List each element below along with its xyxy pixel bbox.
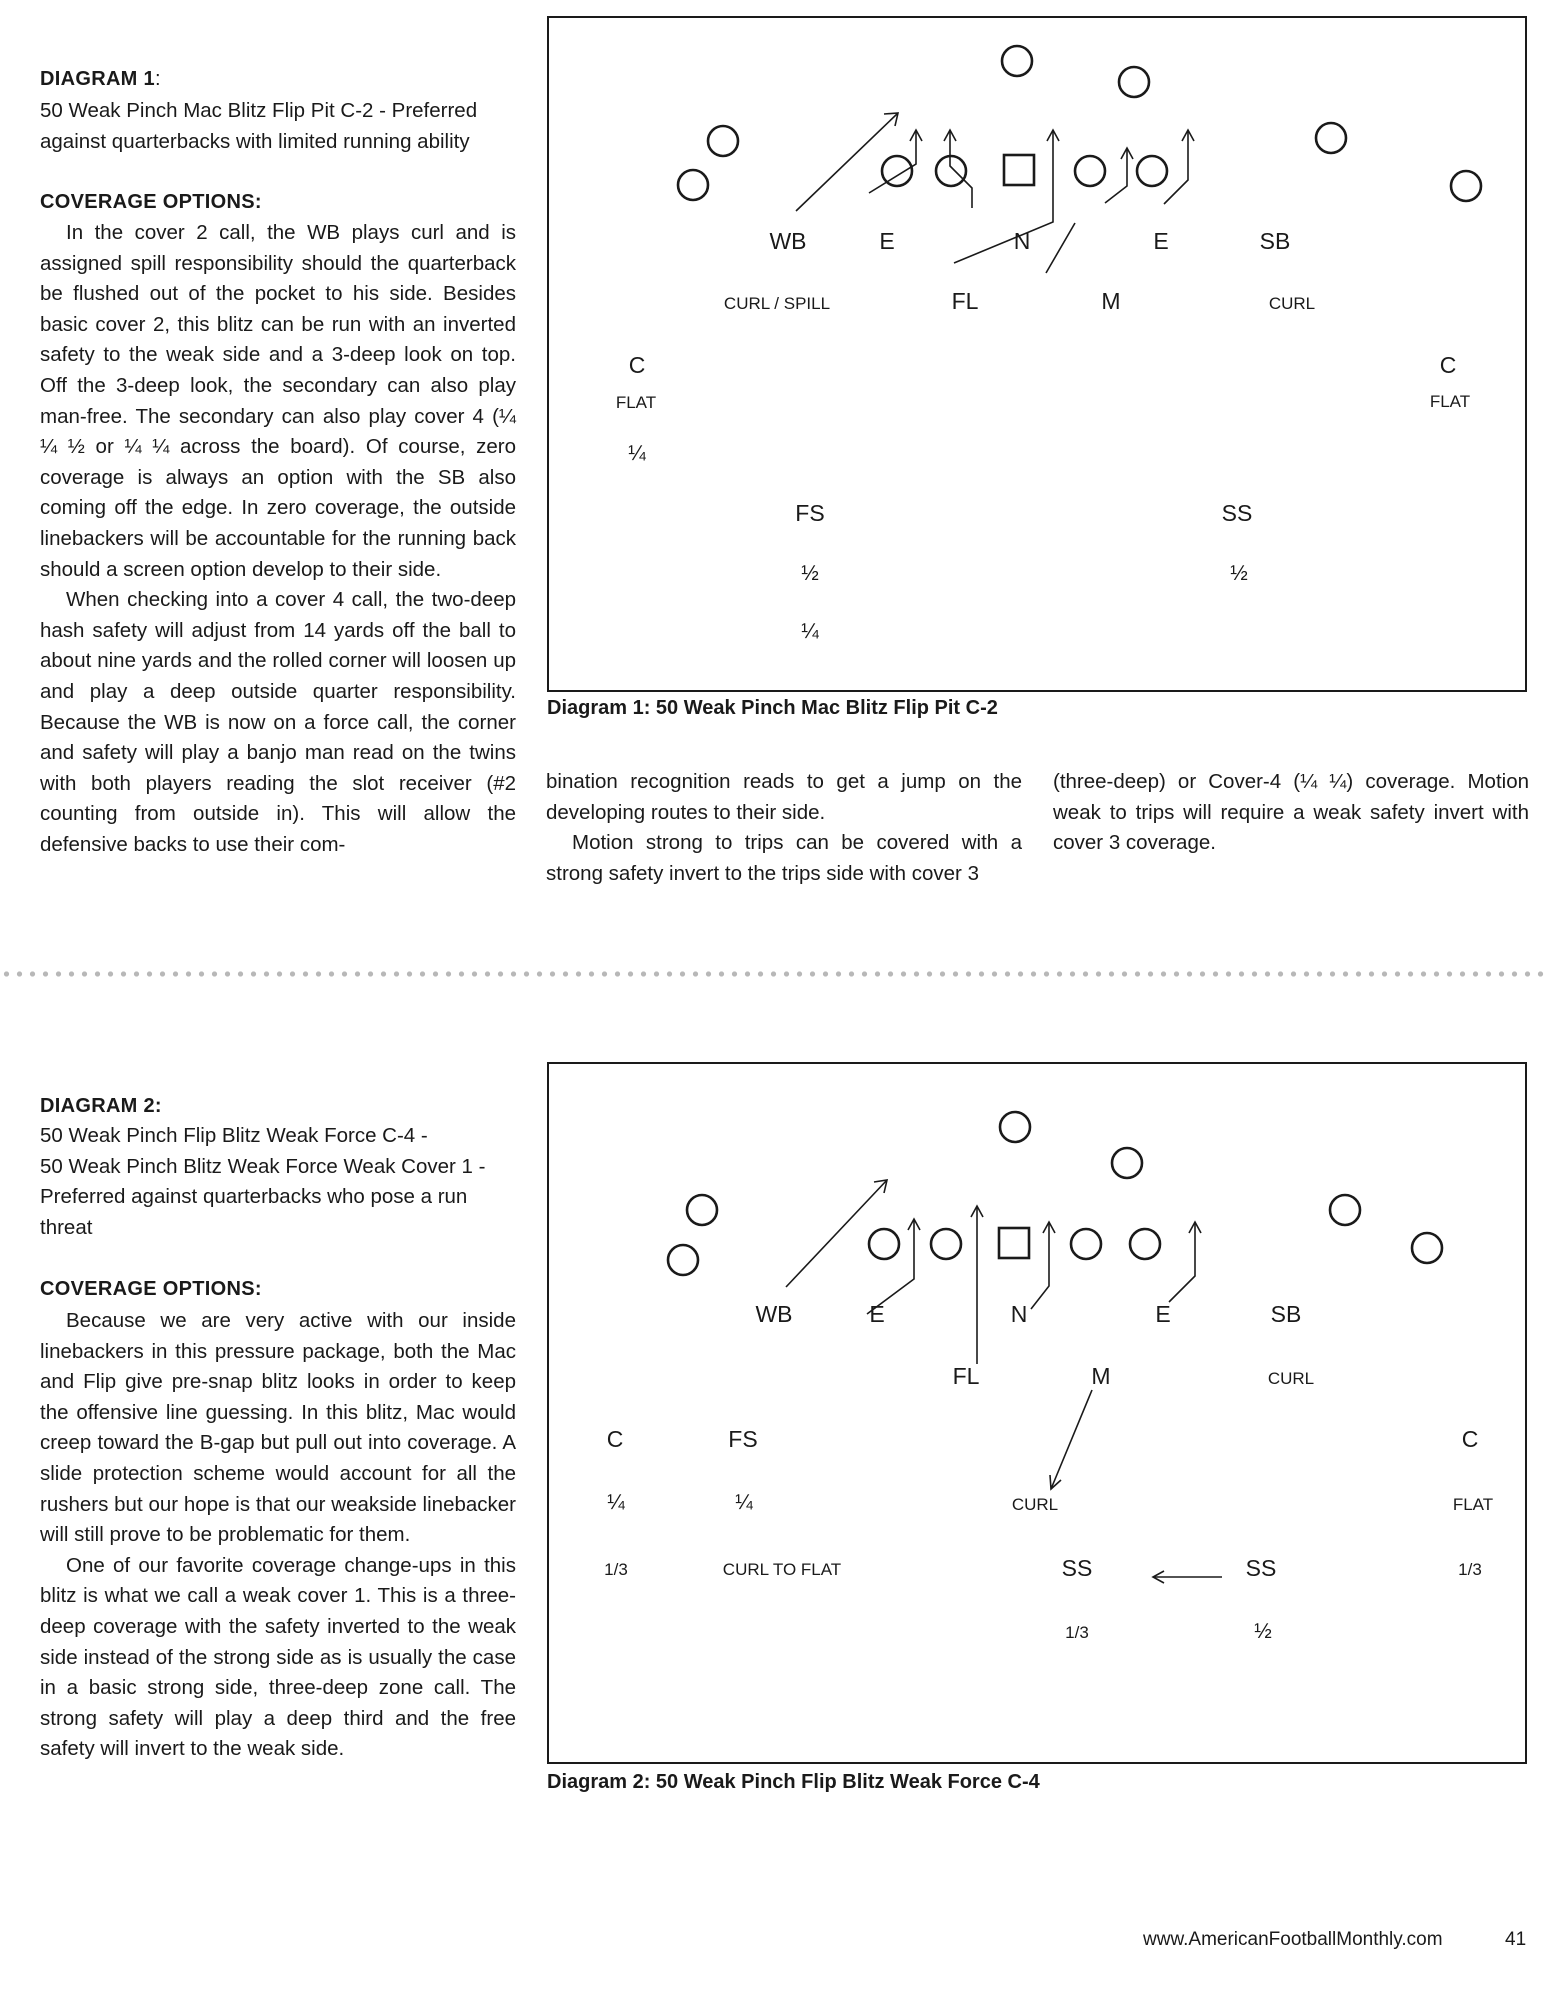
body-paragraph: bination recognition reads to get a jump on the developing routes to their side. — [546, 770, 1022, 824]
label-third: 1/3 — [1065, 1623, 1089, 1642]
offensive-player-circle — [931, 1229, 961, 1259]
label-ss: SS — [1061, 1555, 1093, 1581]
label-flat: FLAT — [1452, 1495, 1494, 1514]
diagram-1-subtitle-line: 50 Weak Pinch Mac Blitz Flip Pit C-2 - Preferred — [40, 99, 478, 122]
page-number: 41 — [1505, 1929, 1527, 1950]
diagram-1-body-column-1 — [40, 218, 516, 860]
diagram-2-body-column — [40, 1306, 516, 1765]
center-square — [999, 1228, 1029, 1258]
label-c: C — [1439, 352, 1457, 378]
label-c: C — [628, 352, 646, 378]
offensive-player-circle — [668, 1245, 698, 1275]
diagram-2-svg — [549, 1064, 1525, 1762]
footer-url: www.AmericanFootballMonthly.com — [1143, 1929, 1443, 1950]
offensive-player-circle — [936, 156, 966, 186]
offensive-player-circle — [678, 170, 708, 200]
label-ss: SS — [1245, 1555, 1277, 1581]
body-paragraph: (three-deep) or Cover-4 (¼ ¼) coverage. Motion weak to trips will require a weak safety invert with cover 3 coverage. — [1053, 770, 1529, 855]
label-third: 1/3 — [604, 1560, 628, 1579]
blitz-arrow — [1031, 1222, 1049, 1309]
label-e: E — [869, 1301, 885, 1327]
diagram-1-caption: Diagram 1: 50 Weak Pinch Mac Blitz Flip Pit C-2 — [547, 697, 998, 719]
label-fl: FL — [952, 1363, 980, 1389]
blitz-arrow — [950, 130, 972, 208]
blitz-arrow — [796, 113, 898, 211]
center-square — [1004, 155, 1034, 185]
label-quarter: ¼ — [607, 1491, 625, 1514]
offensive-player-circle — [869, 1229, 899, 1259]
diagram-1-body-column-2 — [546, 767, 1022, 889]
blitz-arrow — [1169, 1222, 1195, 1302]
label-m: M — [1091, 1363, 1111, 1389]
offensive-player-circle — [1000, 1112, 1030, 1142]
offensive-player-circle — [1130, 1229, 1160, 1259]
label-c: C — [1461, 1426, 1479, 1452]
label-fs: FS — [795, 500, 825, 526]
label-curl-spill: CURL / SPILL — [723, 294, 831, 313]
offensive-player-circle — [1112, 1148, 1142, 1178]
label-flat: FLAT — [615, 393, 657, 412]
label-curl-to-flat: CURL TO FLAT — [722, 1560, 842, 1579]
label-curl: CURL — [1011, 1495, 1059, 1514]
offensive-player-circle — [687, 1195, 717, 1225]
offensive-player-circle — [1412, 1233, 1442, 1263]
coverage-options-heading-1: COVERAGE OPTIONS: — [40, 191, 262, 213]
body-paragraph: One of our favorite coverage change-ups in this blitz is what we call a weak cover 1. This is a three-deep coverage with the safety inverted to the weak side instead of the strong side as is usually the case in a basic strong side, three-deep zone call. The strong safety will play a deep third and the free safety will invert to the weak side. — [40, 1553, 516, 1761]
label-sb: SB — [1270, 1301, 1302, 1327]
label-quarter: ¼ — [735, 1491, 753, 1514]
diagram-1-heading-colon: : — [154, 68, 161, 90]
diagram-2-subtitle-line: 50 Weak Pinch Blitz Weak Force Weak Cover 1 - — [40, 1154, 486, 1178]
label-n: N — [1010, 1301, 1028, 1327]
label-third: 1/3 — [1458, 1560, 1482, 1579]
label-fs: FS — [728, 1426, 758, 1452]
offensive-player-circle — [708, 126, 738, 156]
diagram-2-subtitle-line: Preferred against quarterbacks who pose a run — [40, 1185, 468, 1208]
label-fl: FL — [951, 288, 979, 314]
blitz-arrow — [954, 130, 1053, 263]
coverage-options-heading-2: COVERAGE OPTIONS: — [40, 1278, 262, 1300]
offensive-player-circle — [1075, 156, 1105, 186]
offensive-player-circle — [1071, 1229, 1101, 1259]
diagram-2-heading: DIAGRAM 2: — [40, 1095, 162, 1117]
diagram-2-caption: Diagram 2: 50 Weak Pinch Flip Blitz Weak Force C-4 — [547, 1771, 1040, 1793]
label-ss: SS — [1221, 500, 1253, 526]
diagram-1-body-column-3 — [1053, 767, 1529, 859]
coverage-arrow — [1051, 1390, 1092, 1489]
offensive-player-circle — [1137, 156, 1167, 186]
label-wb: WB — [769, 228, 807, 254]
label-e: E — [879, 228, 895, 254]
diagram-1-svg — [549, 18, 1525, 690]
label-n: N — [1013, 228, 1031, 254]
label-half: ½ — [801, 562, 819, 585]
diagram-1-subtitle-line: against quarterbacks with limited running ability — [40, 129, 470, 153]
diagram-2-subtitle — [40, 1121, 516, 1243]
label-e: E — [1155, 1301, 1171, 1327]
label-quarter: ¼ — [801, 620, 819, 643]
offensive-player-circle — [1002, 46, 1032, 76]
label-half: ½ — [1254, 1620, 1272, 1643]
diagram-1-subtitle — [40, 96, 516, 157]
diagram-2-box — [547, 1062, 1527, 1764]
body-paragraph: Because we are very active with our inside linebackers in this pressure package, both the Mac and Flip give pre-snap blitz looks in order to keep the offensive line guessing. In this blitz, Mac would creep toward the B-gap but pull out into coverage. A slide protection scheme would account for all the rushers but our hope is that our weakside linebacker will still prove to be problematic for them. — [40, 1309, 516, 1547]
body-paragraph: In the cover 2 call, the WB plays curl and is assigned spill responsibility should the quarterback be flushed out of the pocket to his side. Besides basic cover 2, this blitz can be run with an inverted safety to the weak side and a 3-deep look on top. Off the 3-deep look, the secondary can also play man-free. The secondary can also play cover 4 (¼ ¼ ½ or ¼ ¼ across the board). Of course, zero coverage is always an option with the SB also coming off the edge. In zero coverage, the outside linebackers will be accountable for the running back should a screen option develop to their side. — [40, 221, 516, 581]
diagram-1-heading — [40, 68, 161, 91]
label-wb: WB — [755, 1301, 793, 1327]
label-curl: CURL — [1268, 294, 1316, 313]
diagram-1-heading-text: DIAGRAM 1 — [40, 68, 155, 90]
offensive-player-circle — [1451, 171, 1481, 201]
label-m: M — [1101, 288, 1121, 314]
blitz-arrow — [1105, 148, 1127, 203]
diagram-2-subtitle-line: 50 Weak Pinch Flip Blitz Weak Force C-4 - — [40, 1124, 428, 1147]
label-c: C — [606, 1426, 624, 1452]
label-flat: FLAT — [1429, 392, 1471, 411]
body-paragraph: When checking into a cover 4 call, the two-deep hash safety will adjust from 14 yards off the ball to about nine yards and the rolled corner will loosen up and play a deep outside quarter responsibility. Because the WB is now on a force call, the corner and safety will play a banjo man read on the twins with both players reading the slot receiver (#2 counting from outside in). This will allow the defensive backs to use their com- — [40, 588, 516, 856]
diagram-2-subtitle-line: threat — [40, 1215, 93, 1239]
section-divider — [0, 970, 1548, 978]
label-quarter: ¼ — [628, 442, 646, 465]
label-half: ½ — [1230, 562, 1248, 585]
diagram-1-box — [547, 16, 1527, 692]
offensive-player-circle — [1119, 67, 1149, 97]
label-sb: SB — [1259, 228, 1291, 254]
offensive-player-circle — [1316, 123, 1346, 153]
label-curl: CURL — [1267, 1369, 1315, 1388]
blitz-arrow — [1046, 223, 1075, 273]
body-paragraph: Motion strong to trips can be covered with a strong safety invert to the trips side with cover 3 — [546, 831, 1022, 885]
offensive-player-circle — [1330, 1195, 1360, 1225]
label-e: E — [1153, 228, 1169, 254]
